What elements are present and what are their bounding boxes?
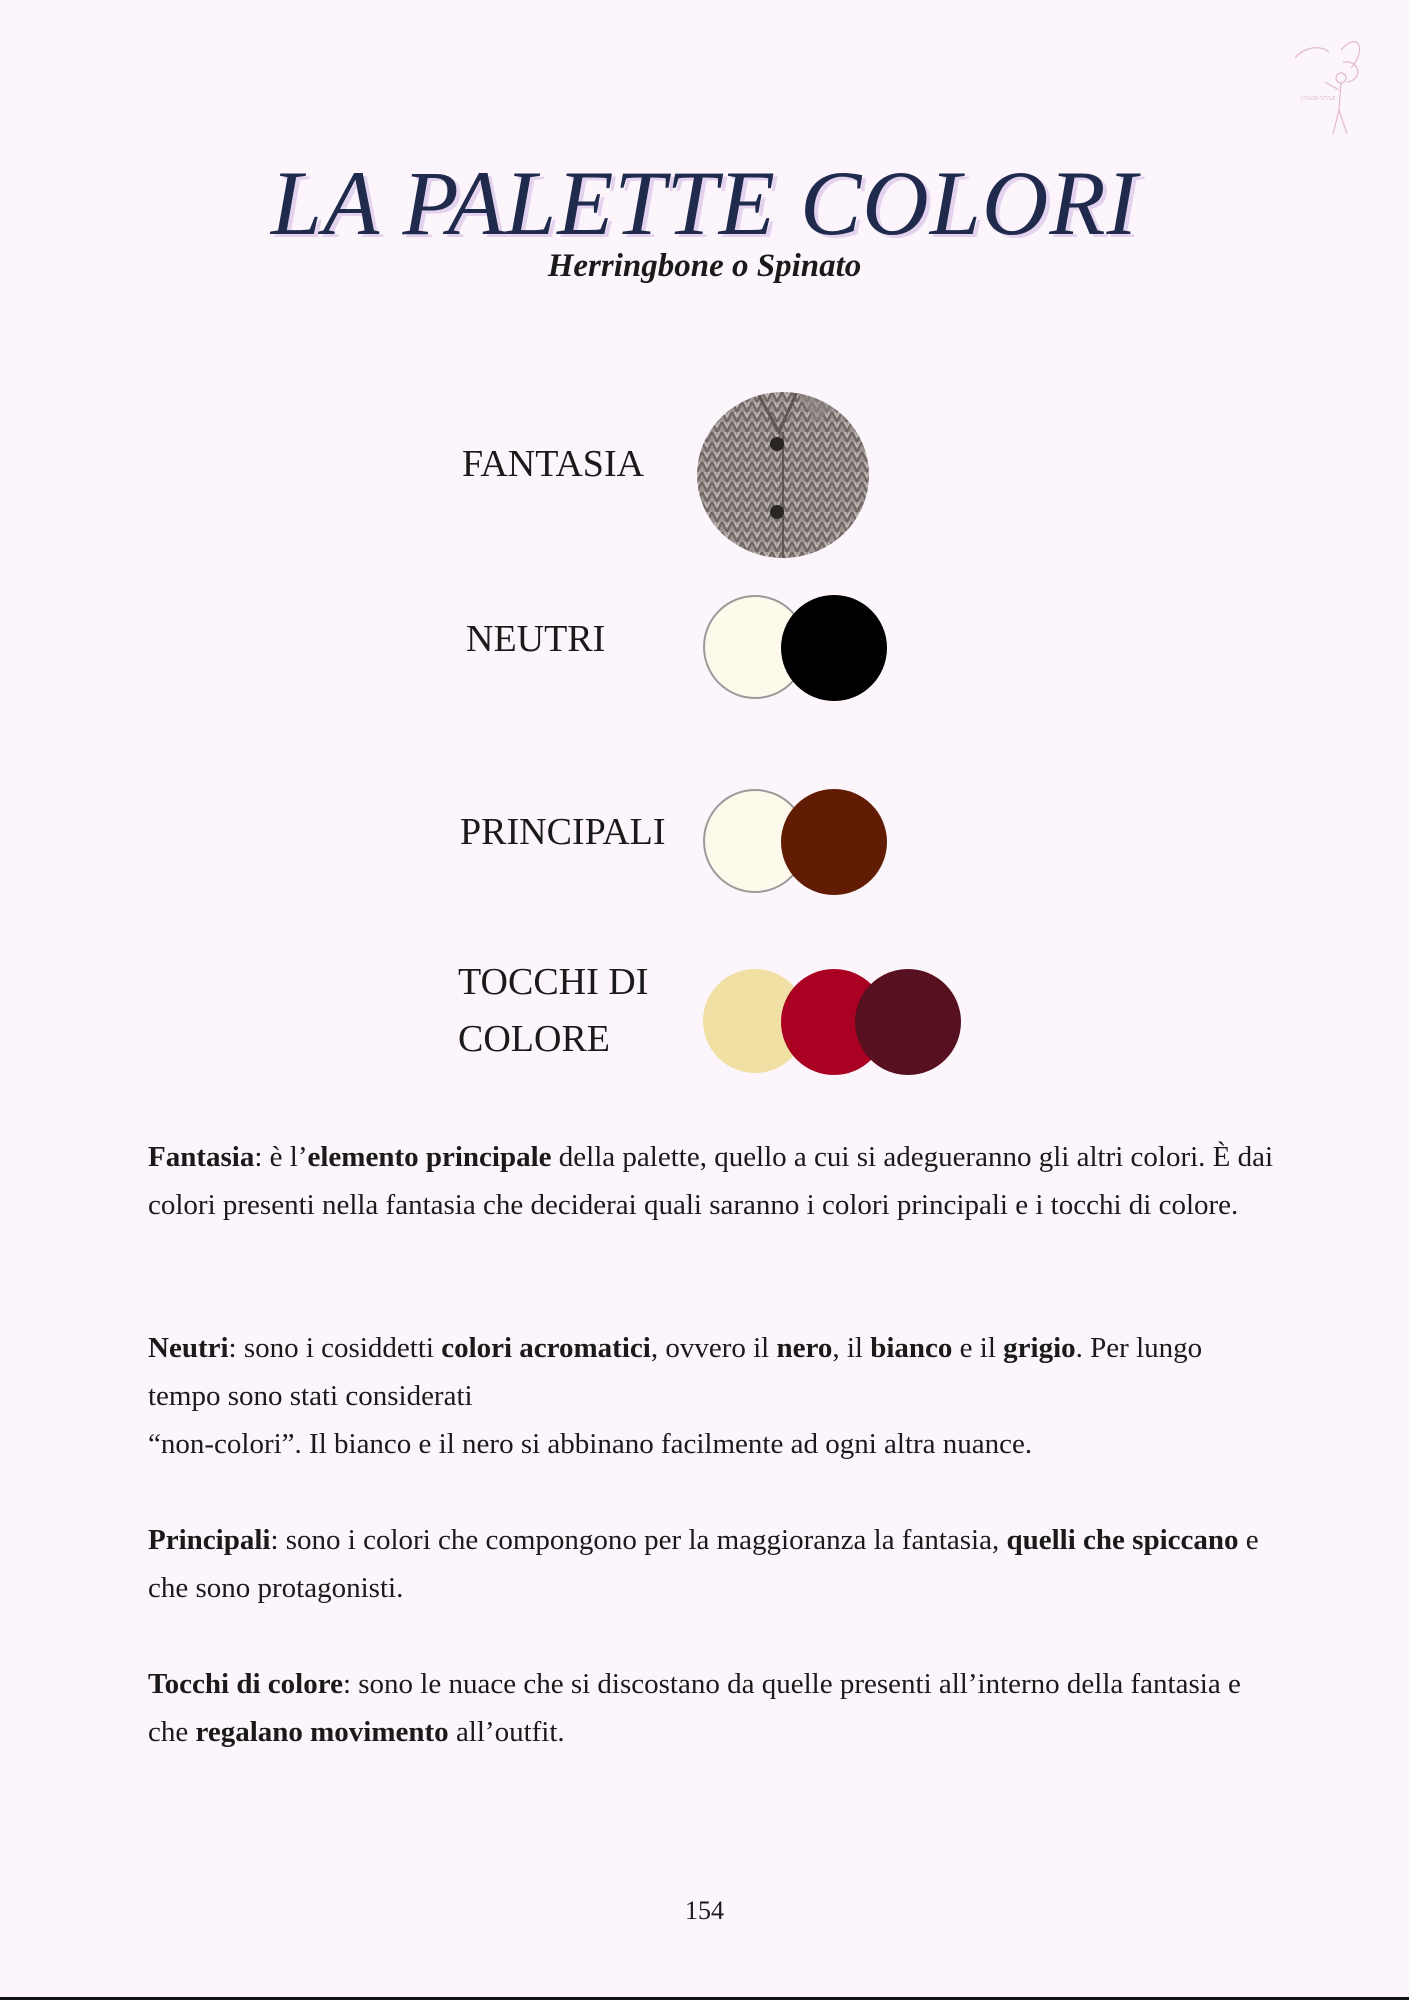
term-fantasia: Fantasia xyxy=(148,1141,255,1173)
text-span: . Per lungo tempo sono stati considerati xyxy=(148,1332,1203,1412)
bold-span: nero xyxy=(776,1332,833,1364)
term-tocchi: Tocchi di colore xyxy=(148,1668,343,1700)
text-span: : è l’ xyxy=(254,1141,308,1173)
brand-logo xyxy=(1289,30,1369,150)
fantasia-label: FANTASIA xyxy=(462,443,645,485)
herringbone-fabric-image xyxy=(697,392,869,558)
text-span: , il xyxy=(832,1332,871,1364)
paragraph-principali xyxy=(148,1516,1278,1612)
svg-text:COLOR·STYLE: COLOR·STYLE xyxy=(1301,96,1336,102)
fairy-logo-icon xyxy=(1289,30,1369,150)
text-span: , ovvero il xyxy=(650,1332,777,1364)
principali-swatch-brown xyxy=(781,789,887,895)
paragraph-neutri xyxy=(148,1324,1278,1468)
page-number: 154 xyxy=(685,1896,724,1925)
fantasia-fabric-swatch xyxy=(697,392,869,558)
paragraph-tocchi xyxy=(148,1660,1278,1756)
page-subtitle: Herringbone o Spinato xyxy=(547,248,862,284)
bold-span: quelli che spiccano xyxy=(1006,1524,1239,1556)
page-title: LA PALETTE COLORI xyxy=(270,152,1139,254)
text-span: : sono i cosiddetti xyxy=(228,1332,442,1364)
tocchi-label-line1: TOCCHI DI xyxy=(458,961,649,1003)
text-span: : sono le nuace che si discostano da quelle presenti all’interno della fantasia e che xyxy=(148,1668,1241,1748)
text-span: all’outfit. xyxy=(448,1716,565,1748)
bold-span: grigio xyxy=(1003,1332,1076,1364)
text-span: della palette, quello a cui si adegueranno gli altri colori. È dai colori presenti nella fantasia che deciderai quali saranno i colori principali e i tocchi di colore. xyxy=(148,1141,1274,1221)
bold-span: elemento principale xyxy=(307,1141,552,1173)
text-span: “non-colori”. Il bianco e il nero si abbinano facilmente ad ogni altra nuance. xyxy=(148,1428,1033,1460)
tocchi-label-line2: COLORE xyxy=(458,1018,610,1060)
neutri-label: NEUTRI xyxy=(466,618,606,660)
text-span: e che sono protagonisti. xyxy=(148,1524,1259,1604)
text-span: : sono i colori che compongono per la maggioranza la fantasia, xyxy=(270,1524,1007,1556)
term-neutri: Neutri xyxy=(148,1332,229,1364)
bold-span: colori acromatici xyxy=(441,1332,651,1364)
tocchi-swatch-burgundy xyxy=(855,969,961,1075)
principali-label: PRINCIPALI xyxy=(460,811,666,853)
paragraph-fantasia xyxy=(148,1133,1278,1229)
neutri-swatch-black xyxy=(781,595,887,701)
text-span: e il xyxy=(952,1332,1004,1364)
bold-span: bianco xyxy=(870,1332,953,1364)
term-principali: Principali xyxy=(148,1524,271,1556)
bold-span: regalano movimento xyxy=(195,1716,449,1748)
